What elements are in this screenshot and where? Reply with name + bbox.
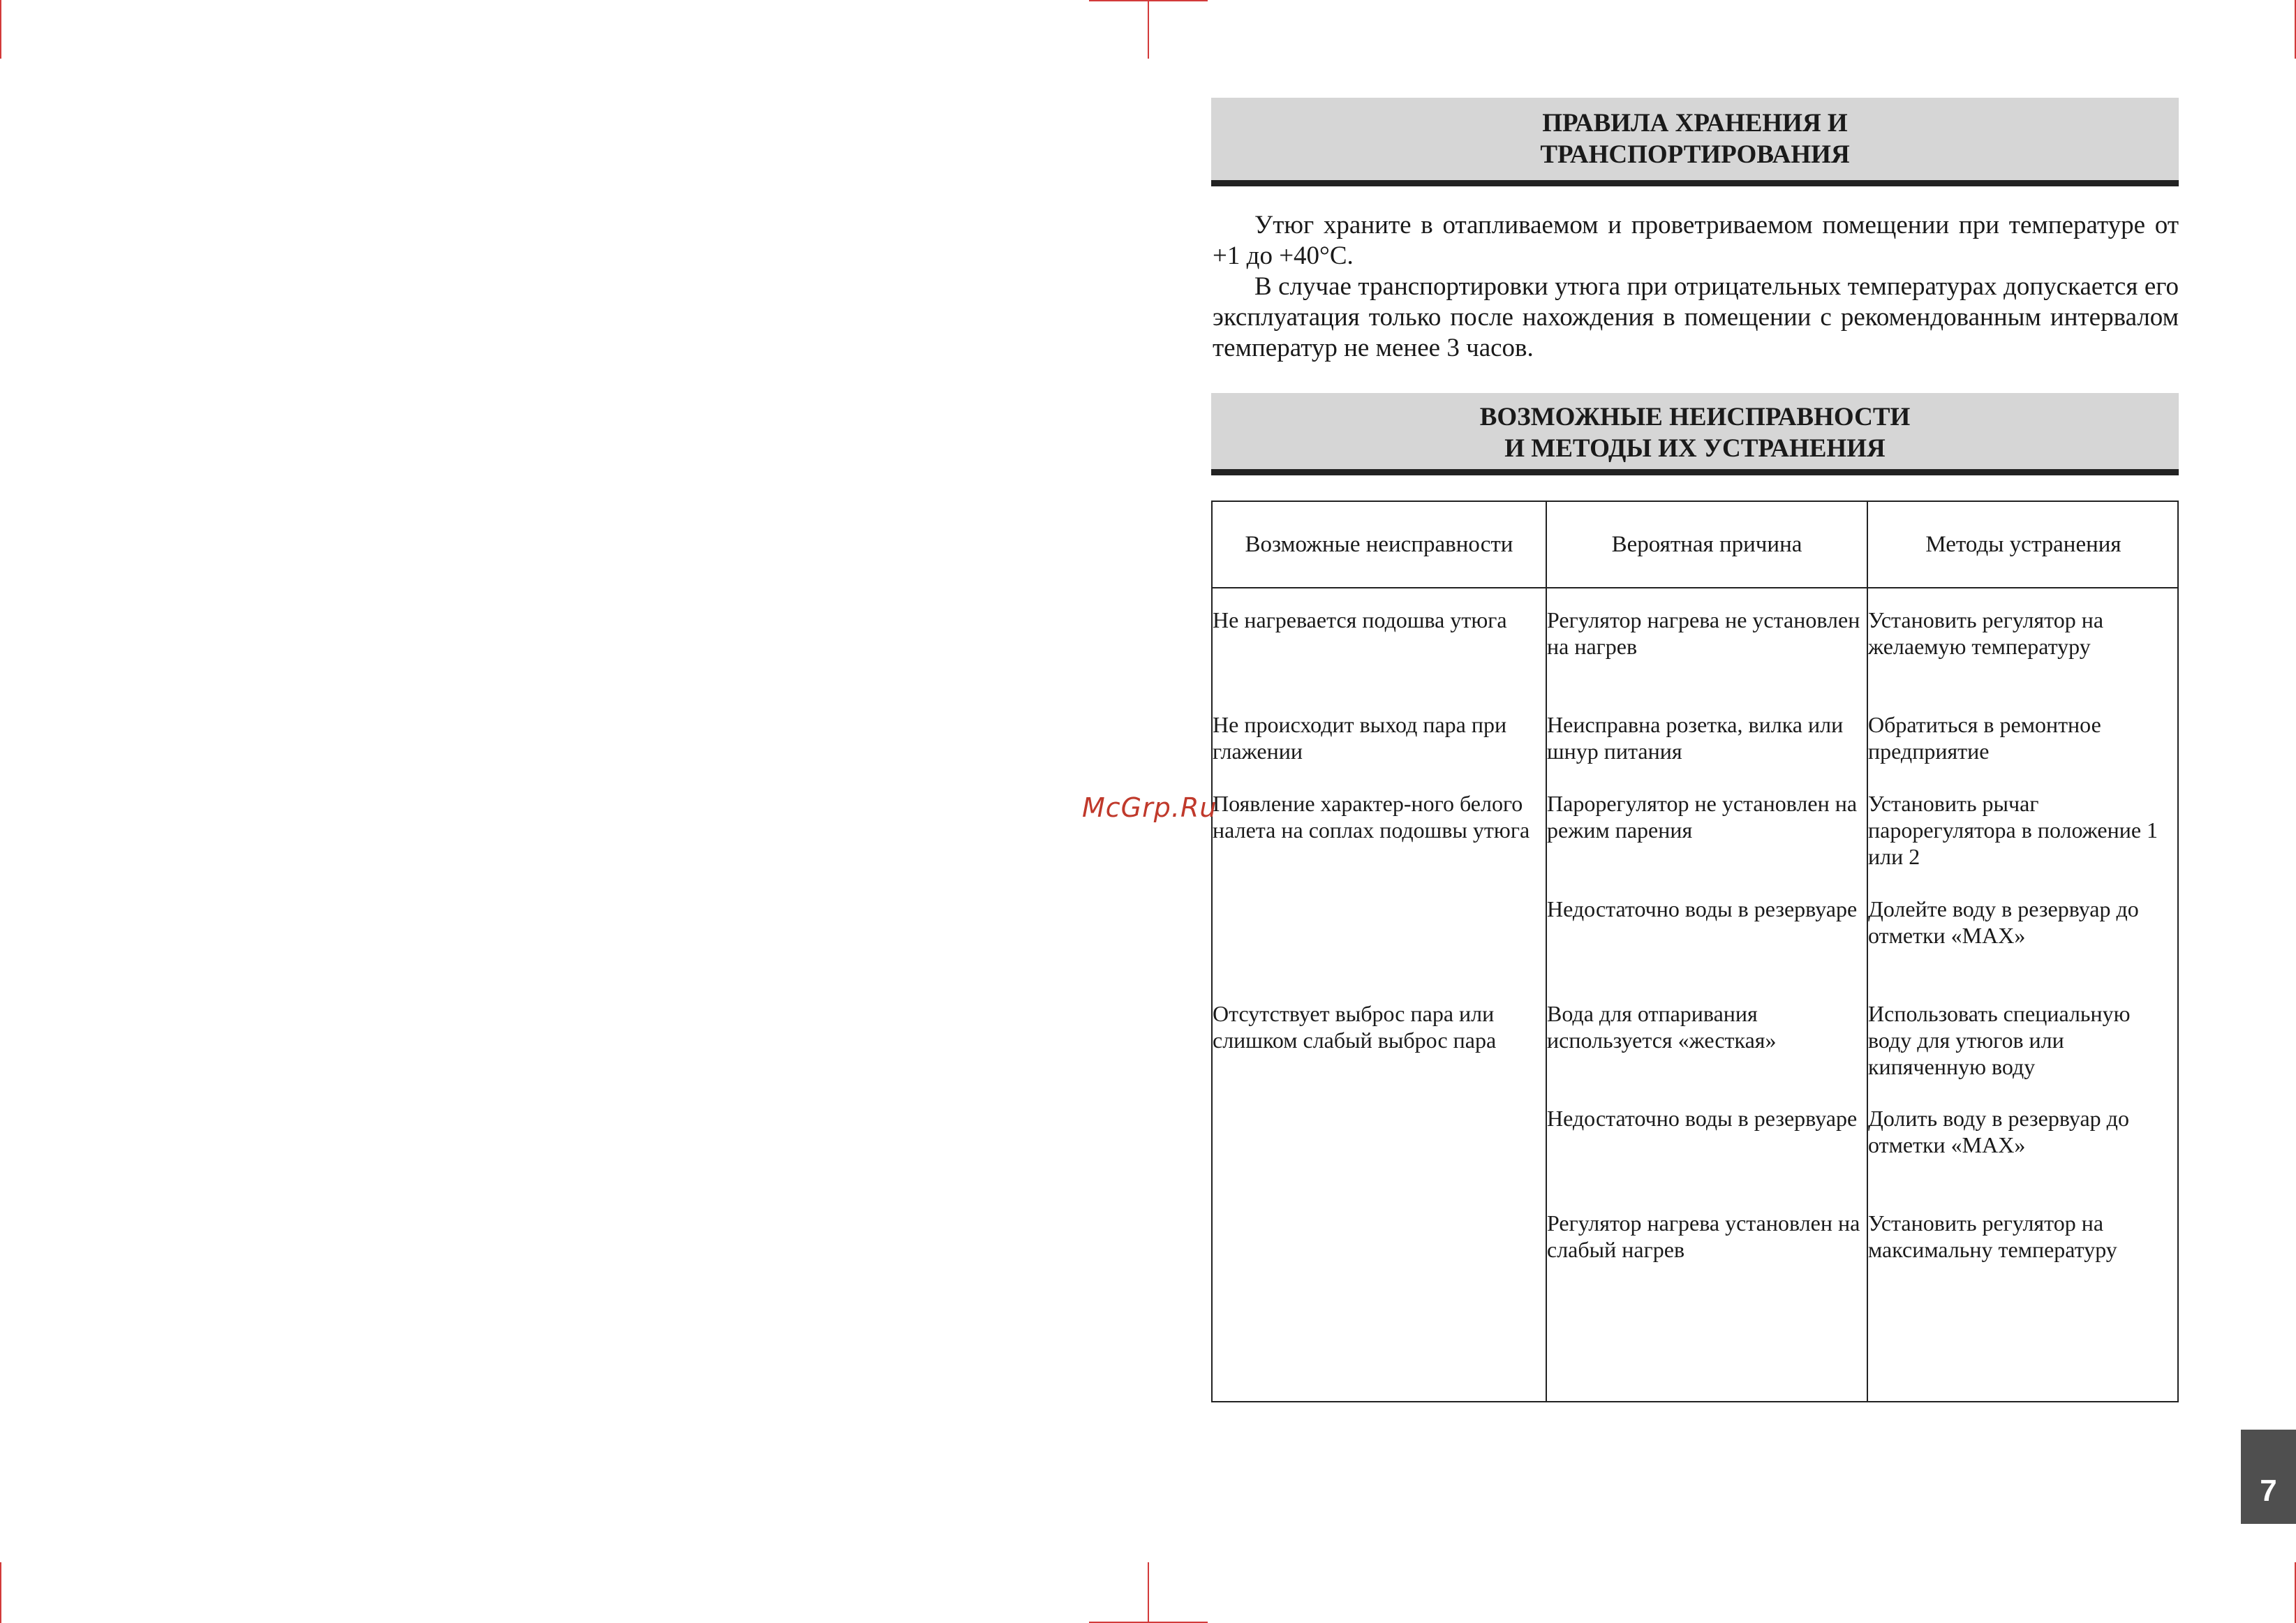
cause-cell: Регулятор нагрева не установлен на нагрев [1547,607,1860,659]
crop-mark [0,1562,1,1623]
watermark: McGrp.Ru [1082,792,1217,823]
remedy-cell: Установить регулятор на максимальну температуру [1868,1210,2117,1262]
faults-table [1211,501,2179,1402]
cause-cell: Недостаточно воды в резервуаре [1547,896,1858,921]
cause-cell: Вода для отпаривания используется «жесткая» [1547,1001,1777,1053]
fault-cell: Не нагревается подошва утюга [1213,607,1507,632]
page-number: 7 [2241,1430,2296,1524]
storage-section-header [1211,98,2179,186]
storage-body [1213,210,2179,364]
storage-title-line1: ПРАВИЛА ХРАНЕНИЯ И [1542,109,1848,138]
fault-cell: Появление характер-ного белого налета на соплах подошвы утюга [1213,791,1530,843]
crop-mark [1148,0,1149,59]
remedy-cell: Долить воду в резервуар до отметки «MAX» [1868,1106,2129,1157]
cause-cell: Парорегулятор не установлен на режим парения [1547,791,1858,843]
crop-mark [1148,1562,1149,1623]
header-divider [1213,587,2177,588]
faults-section-header [1211,393,2179,475]
remedy-cell: Использовать специальную воду для утюгов или кипяченную воду [1868,1001,2131,1079]
fault-cell: Не происходит выход пара при глажении [1213,712,1507,764]
storage-paragraph-2: В случае транспортировки утюга при отрицательных температурах допускается его эксплуатация только после нахождения в помещении с рекомендованным интервалом температур не менее 3 часов. [1213,272,2179,362]
storage-title-line2: ТРАНСПОРТИРОВАНИЯ [1540,140,1850,169]
header-cause: Вероятная причина [1611,531,1802,557]
header-faults: Возможные неисправности [1245,531,1513,557]
faults-title-line1: ВОЗМОЖНЫЕ НЕИСПРАВНОСТИ [1479,403,1911,431]
header-remedy: Методы устранения [1925,531,2121,557]
crop-mark [1089,0,1208,1]
storage-paragraph-1: Утюг храните в отапливаемом и проветриваемом помещении при температуре от +1 до +40°С. [1213,211,2179,270]
remedy-cell: Установить рычаг парорегулятора в положение 1 или 2 [1868,791,2158,869]
remedy-cell: Обратиться в ремонтное предприятие [1868,712,2101,764]
fault-cell: Отсутствует выброс пара или слишком слабый выброс пара [1213,1001,1497,1053]
remedy-cell: Установить регулятор на желаемую температуру [1868,607,2104,659]
crop-mark [0,0,1,59]
remedy-cell: Долейте воду в резервуар до отметки «MAX» [1868,896,2139,948]
cause-cell: Недостаточно воды в резервуаре [1547,1106,1858,1131]
cause-cell: Регулятор нагрева установлен на слабый нагрев [1547,1210,1860,1262]
faults-title-line2: И МЕТОДЫ ИХ УСТРАНЕНИЯ [1504,434,1886,463]
cause-cell: Неисправна розетка, вилка или шнур питания [1547,712,1844,764]
